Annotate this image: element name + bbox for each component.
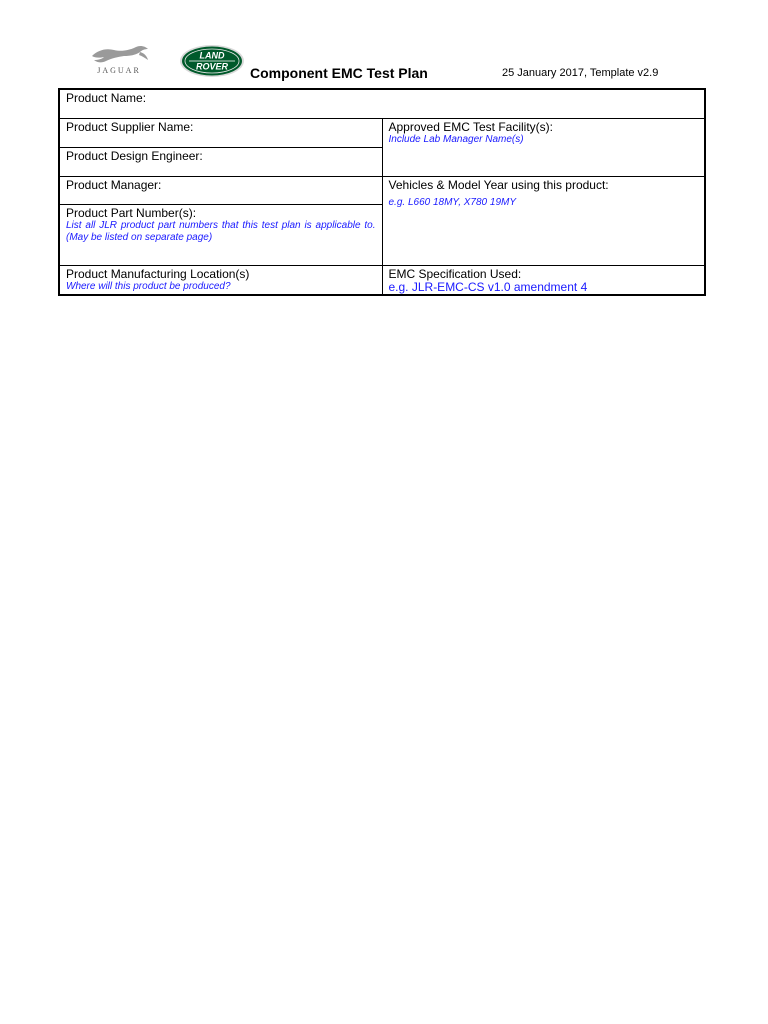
product-manager-label: Product Manager: — [66, 177, 162, 192]
page-header — [0, 0, 768, 88]
supplier-name-label: Product Supplier Name: — [66, 119, 194, 134]
vehicles-hint: e.g. L660 18MY, X780 19MY — [388, 196, 516, 208]
product-info-form — [58, 88, 706, 296]
land-rover-line2: ROVER — [195, 61, 229, 72]
approved-facility-cell[interactable] — [382, 118, 705, 176]
jaguar-leaper-icon — [84, 44, 154, 66]
document-date-template: 25 January 2017, Template v2.9 — [502, 67, 659, 79]
manufacturing-location-label: Product Manufacturing Location(s) — [66, 266, 250, 281]
product-manager-row — [59, 176, 705, 204]
emc-spec-label: EMC Specification Used: — [388, 266, 522, 281]
design-engineer-cell[interactable] — [59, 147, 382, 176]
manufacturing-location-cell[interactable] — [59, 265, 382, 295]
product-name-cell[interactable] — [59, 89, 705, 118]
emc-spec-cell[interactable] — [382, 265, 705, 295]
land-rover-logo — [179, 44, 245, 78]
approved-facility-label: Approved EMC Test Facility(s): — [388, 119, 553, 134]
vehicles-cell[interactable] — [382, 176, 705, 265]
product-name-row — [59, 89, 705, 118]
part-number-cell[interactable] — [59, 204, 382, 265]
supplier-row — [59, 118, 705, 147]
product-name-label: Product Name: — [66, 91, 147, 105]
part-number-hint: List all JLR product part numbers that this test plan is applicable to. (May be listed on separate page) — [66, 219, 376, 243]
product-manager-cell[interactable] — [59, 176, 382, 204]
approved-facility-hint: Include Lab Manager Name(s) — [388, 133, 524, 145]
design-engineer-label: Product Design Engineer: — [66, 148, 203, 163]
document-title: Component EMC Test Plan — [250, 65, 428, 81]
land-rover-line1: LAND — [199, 50, 225, 61]
manufacturing-location-hint: Where will this product be produced? — [66, 280, 231, 292]
manufacturing-row — [59, 265, 705, 295]
land-rover-oval-icon — [179, 44, 245, 78]
jaguar-wordmark: JAGUAR — [97, 66, 141, 75]
part-number-label: Product Part Number(s): — [66, 205, 197, 220]
emc-spec-hint: e.g. JLR-EMC-CS v1.0 amendment 4 — [388, 279, 588, 294]
supplier-name-cell[interactable] — [59, 118, 382, 147]
vehicles-label: Vehicles & Model Year using this product: — [388, 177, 609, 192]
jaguar-logo — [84, 44, 154, 78]
